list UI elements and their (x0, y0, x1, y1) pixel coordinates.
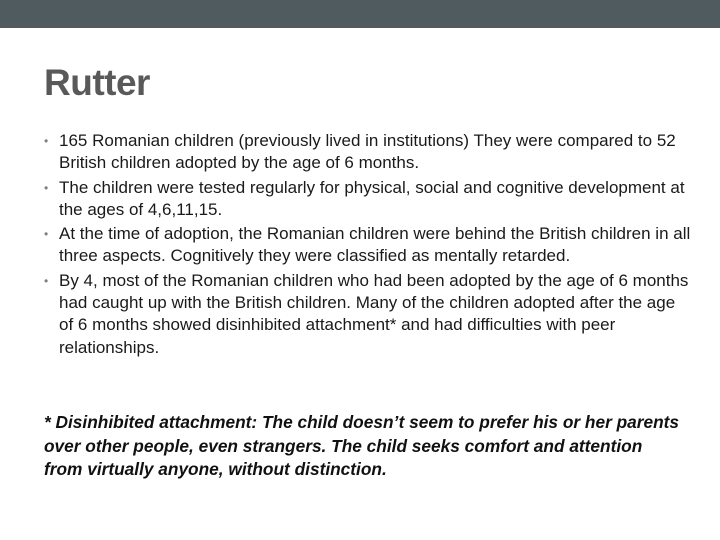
footnote-definition: * Disinhibited attachment: The child doesn’t seem to prefer his or her parents over other people, even strangers. The child seeks comfort and attention from virtually anyone, without distinction. (44, 412, 680, 479)
bullet-item (44, 270, 694, 359)
bullet-icon: • (44, 227, 49, 242)
bullet-text: The children were tested regularly for physical, social and cognitive development at the ages of 4,6,11,15. (59, 177, 685, 219)
bullet-text: By 4, most of the Romanian children who had been adopted by the age of 6 months had caught up with the British children. Many of the children adopted after the age of 6 months showed disinhibited attachment* and had difficulties with peer relationships. (59, 270, 689, 357)
bullet-item (44, 223, 694, 268)
bullet-text: At the time of adoption, the Romanian children were behind the British children in all three aspects. Cognitively they were classified as mentally retarded. (59, 224, 691, 266)
top-accent-bar (0, 0, 720, 28)
slide-title: Rutter (44, 62, 150, 103)
bullet-text: 165 Romanian children (previously lived in institutions) They were compared to 52 British children adopted by the age of 6 months. (59, 131, 676, 173)
bullet-icon: • (44, 134, 49, 148)
bullet-item (44, 177, 694, 222)
bullet-icon: • (44, 180, 49, 195)
bullet-icon: • (44, 273, 49, 288)
bullet-item (44, 130, 694, 175)
bullet-list (44, 130, 694, 361)
